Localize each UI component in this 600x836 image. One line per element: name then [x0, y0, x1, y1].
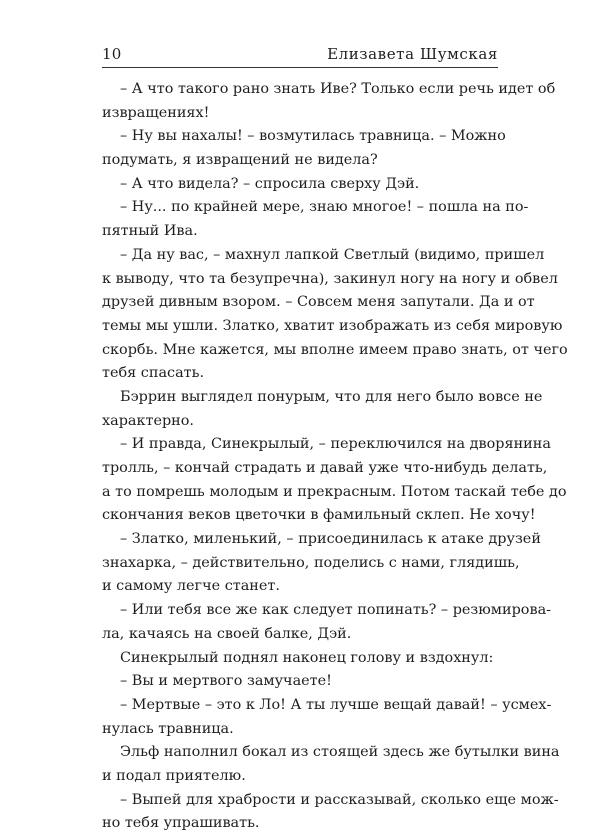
text-line: тролль, – кончай страдать и давай уже что-нибудь делать, — [102, 460, 548, 476]
text-line: характерно. — [102, 412, 195, 429]
text-line: и подал приятелю. — [102, 767, 246, 784]
text-line: пятный Ива. — [102, 223, 198, 240]
text-line: – И правда, Синекрылый, – переключился на дворянина — [120, 436, 551, 453]
text-line: а то помрешь молодым и прекрасным. Потом таскай тебе до — [102, 483, 567, 500]
text-line: скорбь. Мне кажется, мы вполне имеем право знать, от чего — [102, 341, 568, 358]
text-line: нулась травница. — [102, 720, 234, 737]
header-rule — [102, 67, 498, 68]
text-line: подумать, я извращений не видела? — [102, 152, 378, 169]
text-line: извращениях! — [102, 104, 210, 121]
text-line: Бэррин выглядел понурым, что для него было вовсе не — [120, 388, 543, 405]
text-line: и самому легче станет. — [102, 578, 280, 595]
running-title: Елизавета Шумская — [327, 45, 498, 63]
text-line: – Или тебя все же как следует попинать? – резюмирова- — [120, 602, 552, 619]
text-line: друзей дивным взором. – Совсем меня запутали. Да и от — [102, 294, 535, 311]
text-line: ла, качаясь на своей балке, Дэй. — [102, 625, 352, 642]
running-header — [102, 44, 498, 64]
text-line: Синекрылый поднял наконец голову и вздохнул: — [120, 649, 494, 666]
text-line: тебя спасать. — [102, 365, 205, 382]
body-text — [102, 78, 568, 836]
text-line: – А что такого рано знать Иве? Только если речь идет об — [120, 81, 556, 97]
text-line: скончания веков цветочки в фамильный склеп. Не хочу! — [102, 507, 536, 524]
text-line: – Мертвые – это к Ло! А ты лучше вещай давай! – усмех- — [120, 696, 552, 713]
text-line: – А что видела? – спросила сверху Дэй. — [120, 175, 420, 192]
text-line: – Выпей для храбрости и рассказывай, сколько еще мож- — [120, 791, 559, 808]
text-line: – Златко, миленький, – присоединилась к атаке друзей — [120, 531, 541, 548]
text-line: – Ну... по крайней мере, знаю многое! – пошла на по- — [120, 199, 529, 216]
text-line: – Ну вы нахалы! – возмутилась травница. – Можно — [120, 128, 506, 145]
text-line: но тебя упрашивать. — [102, 815, 260, 832]
text-line: к выводу, что та безупречна), закинул ногу на ногу и обвел — [102, 270, 558, 287]
text-line: – Да ну вас, – махнул лапкой Светлый (видимо, пришел — [120, 246, 545, 263]
text-line: темы мы ушли. Златко, хватит изображать из себя мировую — [102, 317, 563, 334]
page-number: 10 — [102, 45, 122, 63]
text-line: знахарка, – действительно, поделись с нами, глядишь, — [102, 554, 520, 571]
text-line: – Вы и мертвого замучаете! — [120, 673, 332, 690]
text-line: Эльф наполнил бокал из стоящей здесь же бутылки вина — [120, 744, 560, 761]
